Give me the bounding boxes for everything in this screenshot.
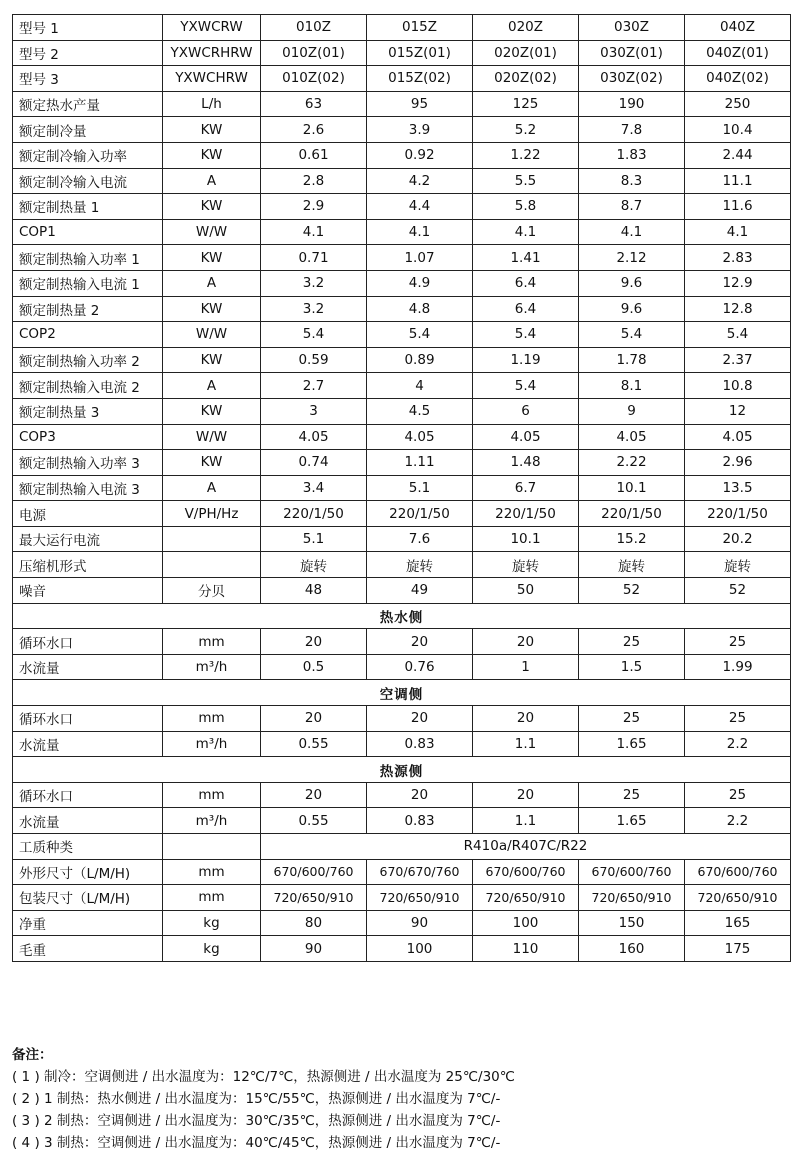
table-row xyxy=(13,706,791,732)
row-value: 030Z xyxy=(579,15,685,41)
row-value: 2.6 xyxy=(261,117,367,143)
row-value: 80 xyxy=(261,910,367,936)
row-value: 9.6 xyxy=(579,296,685,322)
row-value: 1.65 xyxy=(579,808,685,834)
row-label: 水流量 xyxy=(13,654,163,680)
table-row xyxy=(13,219,791,245)
notes-title: 备注： xyxy=(12,1047,53,1063)
row-value: 49 xyxy=(367,578,473,604)
row-value: 4.4 xyxy=(367,194,473,220)
row-value: 720/650/910 xyxy=(367,885,473,911)
row-value: 5.4 xyxy=(367,322,473,348)
row-value: 1 xyxy=(473,654,579,680)
row-value: 720/650/910 xyxy=(579,885,685,911)
row-value: 10.8 xyxy=(685,373,791,399)
row-unit: kg xyxy=(163,910,261,936)
row-value: 6.4 xyxy=(473,296,579,322)
row-unit: mm xyxy=(163,706,261,732)
row-unit: KW xyxy=(163,450,261,476)
row-value: 720/650/910 xyxy=(261,885,367,911)
row-label: 包装尺寸（L/M/H) xyxy=(13,885,163,911)
row-value: 6.4 xyxy=(473,270,579,296)
row-unit xyxy=(163,552,261,578)
row-value: 2.2 xyxy=(685,808,791,834)
row-unit: A xyxy=(163,270,261,296)
row-value: 8.1 xyxy=(579,373,685,399)
section-row xyxy=(13,603,791,629)
row-value: 25 xyxy=(685,782,791,808)
table-row xyxy=(13,424,791,450)
row-value: 7.8 xyxy=(579,117,685,143)
row-unit: KW xyxy=(163,347,261,373)
row-label: 额定热水产量 xyxy=(13,91,163,117)
row-value: 5.8 xyxy=(473,194,579,220)
row-value: 0.61 xyxy=(261,142,367,168)
row-value: 50 xyxy=(473,578,579,604)
table-row xyxy=(13,475,791,501)
row-label: 额定制热量 2 xyxy=(13,296,163,322)
row-unit: W/W xyxy=(163,424,261,450)
row-value: 20 xyxy=(261,629,367,655)
row-label: 循环水口 xyxy=(13,782,163,808)
table-row xyxy=(13,578,791,604)
row-value: 6.7 xyxy=(473,475,579,501)
row-value: 100 xyxy=(473,910,579,936)
row-value: 015Z(02) xyxy=(367,66,473,92)
table-row xyxy=(13,347,791,373)
row-value: 5.2 xyxy=(473,117,579,143)
row-value: 12 xyxy=(685,398,791,424)
table-row xyxy=(13,629,791,655)
row-value: 0.59 xyxy=(261,347,367,373)
row-value: 0.83 xyxy=(367,808,473,834)
section-row xyxy=(13,680,791,706)
row-unit: V/PH/Hz xyxy=(163,501,261,527)
row-value: 13.5 xyxy=(685,475,791,501)
row-value: 4.1 xyxy=(367,219,473,245)
row-label: 额定制冷量 xyxy=(13,117,163,143)
row-value: 010Z(02) xyxy=(261,66,367,92)
row-value: 15.2 xyxy=(579,526,685,552)
row-label: 额定制冷输入电流 xyxy=(13,168,163,194)
row-value: 030Z(01) xyxy=(579,40,685,66)
row-value: 670/600/760 xyxy=(685,859,791,885)
table-row xyxy=(13,450,791,476)
row-value: 0.55 xyxy=(261,731,367,757)
row-value: 4.05 xyxy=(261,424,367,450)
row-value: 670/600/760 xyxy=(579,859,685,885)
row-value: 20 xyxy=(261,706,367,732)
section-header: 热源侧 xyxy=(13,757,791,783)
row-value: 125 xyxy=(473,91,579,117)
table-row xyxy=(13,936,791,962)
row-value: 3.2 xyxy=(261,296,367,322)
row-value: 3 xyxy=(261,398,367,424)
row-label: 噪音 xyxy=(13,578,163,604)
row-value: 1.1 xyxy=(473,808,579,834)
row-value: 4.1 xyxy=(579,219,685,245)
row-value: 100 xyxy=(367,936,473,962)
row-unit xyxy=(163,834,261,860)
row-label: 额定制热输入功率 2 xyxy=(13,347,163,373)
row-unit: A xyxy=(163,168,261,194)
row-value: 25 xyxy=(579,782,685,808)
row-value: 52 xyxy=(579,578,685,604)
row-value: 1.07 xyxy=(367,245,473,271)
row-value: 4.5 xyxy=(367,398,473,424)
row-unit: mm xyxy=(163,885,261,911)
row-value: 720/650/910 xyxy=(473,885,579,911)
row-unit: KW xyxy=(163,296,261,322)
row-value: 5.4 xyxy=(473,373,579,399)
row-value: 5.1 xyxy=(261,526,367,552)
row-label: 额定制冷输入功率 xyxy=(13,142,163,168)
row-unit: mm xyxy=(163,782,261,808)
row-value: 0.74 xyxy=(261,450,367,476)
row-value: 160 xyxy=(579,936,685,962)
table-row xyxy=(13,501,791,527)
row-value: 10.1 xyxy=(473,526,579,552)
row-unit: m³/h xyxy=(163,654,261,680)
row-value: 9.6 xyxy=(579,270,685,296)
row-value: 110 xyxy=(473,936,579,962)
row-unit: 分贝 xyxy=(163,578,261,604)
row-unit: YXWCRHRW xyxy=(163,40,261,66)
row-value: 5.4 xyxy=(579,322,685,348)
row-value: 20 xyxy=(261,782,367,808)
table-row xyxy=(13,15,791,41)
row-value: 250 xyxy=(685,91,791,117)
row-value: 25 xyxy=(685,706,791,732)
row-label: 额定制热输入电流 3 xyxy=(13,475,163,501)
row-value: 220/1/50 xyxy=(473,501,579,527)
row-value: 旋转 xyxy=(261,552,367,578)
row-value: 0.5 xyxy=(261,654,367,680)
table-row xyxy=(13,552,791,578)
row-value: 5.4 xyxy=(473,322,579,348)
row-label: 型号 3 xyxy=(13,66,163,92)
row-unit: YXWCHRW xyxy=(163,66,261,92)
table-row xyxy=(13,194,791,220)
row-value: 3.2 xyxy=(261,270,367,296)
row-value: 2.2 xyxy=(685,731,791,757)
row-value: 2.12 xyxy=(579,245,685,271)
row-value: 040Z(01) xyxy=(685,40,791,66)
row-label: COP3 xyxy=(13,424,163,450)
table-row xyxy=(13,117,791,143)
row-label: 型号 2 xyxy=(13,40,163,66)
table-row xyxy=(13,142,791,168)
row-value: 0.83 xyxy=(367,731,473,757)
table-row xyxy=(13,373,791,399)
row-label: 最大运行电流 xyxy=(13,526,163,552)
row-value: 5.1 xyxy=(367,475,473,501)
table-row xyxy=(13,782,791,808)
row-value: 4.05 xyxy=(685,424,791,450)
row-label: 额定制热输入功率 1 xyxy=(13,245,163,271)
row-value: 1.41 xyxy=(473,245,579,271)
row-value: 12.8 xyxy=(685,296,791,322)
row-value: 2.44 xyxy=(685,142,791,168)
row-label: 额定制热量 1 xyxy=(13,194,163,220)
table-row xyxy=(13,885,791,911)
row-value: 175 xyxy=(685,936,791,962)
row-value: 20 xyxy=(367,629,473,655)
row-value: 0.71 xyxy=(261,245,367,271)
row-value: 90 xyxy=(367,910,473,936)
row-unit: m³/h xyxy=(163,731,261,757)
table-row xyxy=(13,322,791,348)
table-row xyxy=(13,270,791,296)
row-value: 1.99 xyxy=(685,654,791,680)
row-unit: A xyxy=(163,373,261,399)
row-value: 030Z(02) xyxy=(579,66,685,92)
row-label: 循环水口 xyxy=(13,706,163,732)
row-value: 1.19 xyxy=(473,347,579,373)
table-row xyxy=(13,731,791,757)
row-value: 720/650/910 xyxy=(685,885,791,911)
row-unit: mm xyxy=(163,629,261,655)
row-value: 20 xyxy=(367,706,473,732)
row-value: 220/1/50 xyxy=(579,501,685,527)
row-value: 2.83 xyxy=(685,245,791,271)
row-value: 90 xyxy=(261,936,367,962)
row-value: 20.2 xyxy=(685,526,791,552)
row-unit: KW xyxy=(163,398,261,424)
row-value: 1.48 xyxy=(473,450,579,476)
row-value: 7.6 xyxy=(367,526,473,552)
row-value: 020Z(02) xyxy=(473,66,579,92)
row-value: 6 xyxy=(473,398,579,424)
table-row xyxy=(13,40,791,66)
row-unit: W/W xyxy=(163,219,261,245)
row-value: 150 xyxy=(579,910,685,936)
row-value: 20 xyxy=(473,782,579,808)
row-value: 2.8 xyxy=(261,168,367,194)
row-value: 1.65 xyxy=(579,731,685,757)
table-row xyxy=(13,245,791,271)
row-value: 220/1/50 xyxy=(261,501,367,527)
row-value: 670/600/760 xyxy=(261,859,367,885)
row-value: 20 xyxy=(367,782,473,808)
row-value: 1.83 xyxy=(579,142,685,168)
row-value: 0.76 xyxy=(367,654,473,680)
row-value: 0.89 xyxy=(367,347,473,373)
table-row xyxy=(13,91,791,117)
row-value: 190 xyxy=(579,91,685,117)
note-line: ( 1 ) 制冷：空调侧进 / 出水温度为：12℃/7℃，热源侧进 / 出水温度为 25℃/30℃ xyxy=(12,1069,515,1085)
row-unit: YXWCRW xyxy=(163,15,261,41)
row-value: 010Z xyxy=(261,15,367,41)
section-header: 热水侧 xyxy=(13,603,791,629)
row-value: 旋转 xyxy=(579,552,685,578)
row-unit: kg xyxy=(163,936,261,962)
row-value: 0.55 xyxy=(261,808,367,834)
row-value: 2.22 xyxy=(579,450,685,476)
section-row xyxy=(13,757,791,783)
row-value: 2.37 xyxy=(685,347,791,373)
row-value: 3.9 xyxy=(367,117,473,143)
row-value: 1.78 xyxy=(579,347,685,373)
row-label: 额定制热输入电流 1 xyxy=(13,270,163,296)
table-row xyxy=(13,66,791,92)
row-value: 0.92 xyxy=(367,142,473,168)
row-unit: mm xyxy=(163,859,261,885)
row-value: 1.5 xyxy=(579,654,685,680)
row-value: 8.3 xyxy=(579,168,685,194)
row-value: 2.96 xyxy=(685,450,791,476)
spec-table xyxy=(12,14,791,962)
row-label: 净重 xyxy=(13,910,163,936)
row-value: 010Z(01) xyxy=(261,40,367,66)
row-value: 63 xyxy=(261,91,367,117)
row-value: 12.9 xyxy=(685,270,791,296)
table-row xyxy=(13,296,791,322)
row-value: 8.7 xyxy=(579,194,685,220)
row-label: COP1 xyxy=(13,219,163,245)
row-value: 015Z(01) xyxy=(367,40,473,66)
row-value: 95 xyxy=(367,91,473,117)
row-value: 040Z xyxy=(685,15,791,41)
row-value: 10.4 xyxy=(685,117,791,143)
note-line: ( 2 ) 1 制热：热水侧进 / 出水温度为：15℃/55℃，热源侧进 / 出水温度为 7℃/- xyxy=(12,1091,501,1107)
row-value: 48 xyxy=(261,578,367,604)
row-value: 4.1 xyxy=(473,219,579,245)
row-unit: W/W xyxy=(163,322,261,348)
row-unit: m³/h xyxy=(163,808,261,834)
row-value: 4.2 xyxy=(367,168,473,194)
row-value: 4.1 xyxy=(685,219,791,245)
section-header: 空调侧 xyxy=(13,680,791,706)
row-value: 220/1/50 xyxy=(685,501,791,527)
row-value: 1.1 xyxy=(473,731,579,757)
row-unit: KW xyxy=(163,245,261,271)
row-label: 压缩机形式 xyxy=(13,552,163,578)
row-value: 52 xyxy=(685,578,791,604)
row-value: 25 xyxy=(579,629,685,655)
row-unit: L/h xyxy=(163,91,261,117)
row-value: 4.05 xyxy=(579,424,685,450)
row-value: 10.1 xyxy=(579,475,685,501)
row-label: 工质种类 xyxy=(13,834,163,860)
row-value: 9 xyxy=(579,398,685,424)
row-value: 11.1 xyxy=(685,168,791,194)
row-value: 020Z xyxy=(473,15,579,41)
row-unit xyxy=(163,526,261,552)
table-row xyxy=(13,398,791,424)
row-value: 5.5 xyxy=(473,168,579,194)
table-row xyxy=(13,168,791,194)
row-value: 25 xyxy=(579,706,685,732)
row-unit: KW xyxy=(163,117,261,143)
note-line: ( 4 ) 3 制热：空调侧进 / 出水温度为：40℃/45℃，热源侧进 / 出水温度为 7℃/- xyxy=(12,1135,501,1151)
notes xyxy=(12,1044,515,1154)
row-value: 015Z xyxy=(367,15,473,41)
row-value: 5.4 xyxy=(261,322,367,348)
row-value: 040Z(02) xyxy=(685,66,791,92)
row-label: COP2 xyxy=(13,322,163,348)
row-value: 1.22 xyxy=(473,142,579,168)
row-value: 165 xyxy=(685,910,791,936)
table-row xyxy=(13,910,791,936)
table-row xyxy=(13,654,791,680)
row-value: 4.05 xyxy=(367,424,473,450)
row-value: 5.4 xyxy=(685,322,791,348)
row-value: 670/670/760 xyxy=(367,859,473,885)
row-value: 旋转 xyxy=(685,552,791,578)
row-value: 旋转 xyxy=(473,552,579,578)
table-row xyxy=(13,808,791,834)
row-label: 额定制热量 3 xyxy=(13,398,163,424)
row-value: 25 xyxy=(685,629,791,655)
row-value: 11.6 xyxy=(685,194,791,220)
row-value: 4.8 xyxy=(367,296,473,322)
note-line: ( 3 ) 2 制热：空调侧进 / 出水温度为：30℃/35℃，热源侧进 / 出水温度为 7℃/- xyxy=(12,1113,501,1129)
row-label: 外形尺寸（L/M/H) xyxy=(13,859,163,885)
row-label: 水流量 xyxy=(13,731,163,757)
row-value: 4 xyxy=(367,373,473,399)
row-value: 2.7 xyxy=(261,373,367,399)
row-value: 1.11 xyxy=(367,450,473,476)
row-value: 20 xyxy=(473,706,579,732)
row-value: 220/1/50 xyxy=(367,501,473,527)
row-unit: KW xyxy=(163,142,261,168)
row-label: 额定制热输入电流 2 xyxy=(13,373,163,399)
row-value: 4.1 xyxy=(261,219,367,245)
row-label: 毛重 xyxy=(13,936,163,962)
row-label: 额定制热输入功率 3 xyxy=(13,450,163,476)
row-label: 水流量 xyxy=(13,808,163,834)
row-value: 20 xyxy=(473,629,579,655)
row-unit: A xyxy=(163,475,261,501)
row-value: R410a/R407C/R22 xyxy=(261,834,791,860)
table-row xyxy=(13,834,791,860)
row-value: 020Z(01) xyxy=(473,40,579,66)
row-value: 4.05 xyxy=(473,424,579,450)
row-label: 型号 1 xyxy=(13,15,163,41)
row-value: 2.9 xyxy=(261,194,367,220)
row-value: 4.9 xyxy=(367,270,473,296)
row-value: 670/600/760 xyxy=(473,859,579,885)
row-unit: KW xyxy=(163,194,261,220)
row-label: 电源 xyxy=(13,501,163,527)
row-label: 循环水口 xyxy=(13,629,163,655)
table-row xyxy=(13,526,791,552)
table-row xyxy=(13,859,791,885)
row-value: 3.4 xyxy=(261,475,367,501)
row-value: 旋转 xyxy=(367,552,473,578)
